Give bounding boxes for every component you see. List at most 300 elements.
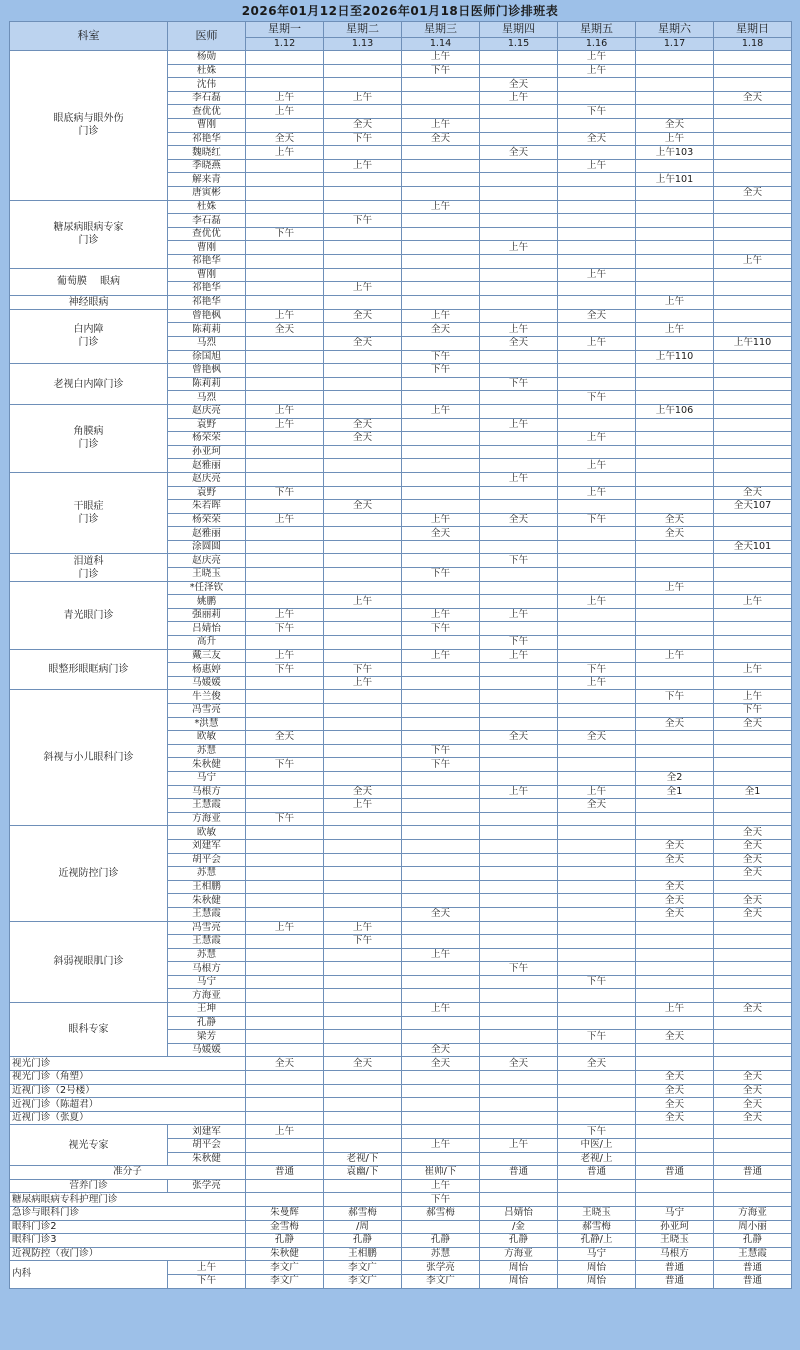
schedule-cell: 上午 [480,323,558,337]
schedule-cell [636,159,714,173]
schedule-cell [402,1125,480,1139]
schedule-cell [714,1043,792,1057]
schedule-cell [558,350,636,364]
schedule-cell [246,527,324,541]
doctor-cell: 陈莉莉 [168,323,246,337]
schedule-cell [402,962,480,976]
schedule-cell [480,364,558,378]
schedule-cell: 全天 [714,91,792,105]
page-title: 2026年01月12日至2026年01月18日医师门诊排班表 [241,4,559,18]
schedule-cell [324,187,402,201]
schedule-cell [636,975,714,989]
schedule-cell [714,622,792,636]
schedule-cell [402,105,480,119]
schedule-cell [636,568,714,582]
schedule-cell [324,105,402,119]
header-weekday: 星期六 [636,22,714,38]
table-row [10,1057,792,1071]
schedule-cell: 全天 [636,853,714,867]
schedule-cell [324,364,402,378]
schedule-cell [636,744,714,758]
schedule-cell [714,159,792,173]
schedule-cell [636,1152,714,1166]
schedule-cell: 马宁 [558,1247,636,1261]
schedule-cell [402,826,480,840]
schedule-cell [480,132,558,146]
schedule-cell [558,1084,636,1098]
dept-label-line: 泪道科 [73,555,104,567]
schedule-cell: 下午 [324,663,402,677]
schedule-cell [714,1193,792,1207]
schedule-cell: 上午 [246,649,324,663]
schedule-cell: 王晓玉 [558,1206,636,1220]
schedule-cell [636,445,714,459]
schedule-cell [324,1139,402,1153]
schedule-cell [246,1193,324,1207]
doctor-cell: 杨勋 [168,51,246,65]
schedule-cell [402,391,480,405]
schedule-cell: 上午 [480,785,558,799]
schedule-cell [324,295,402,309]
schedule-cell [324,404,402,418]
schedule-cell [402,1071,480,1085]
schedule-cell: 上午 [246,309,324,323]
schedule-cell [324,989,402,1003]
table-row [10,1179,792,1193]
schedule-cell [246,295,324,309]
schedule-cell: 全天101 [714,540,792,554]
doctor-cell: 袁野 [168,418,246,432]
schedule-cell [714,581,792,595]
schedule-cell: 崔帅/下 [402,1166,480,1180]
doctor-cell: 曹刚 [168,119,246,133]
dept-cell: 眼科门诊2 [10,1220,246,1234]
schedule-cell [402,1220,480,1234]
schedule-cell [480,867,558,881]
schedule-cell: 全天 [558,799,636,813]
schedule-cell [402,1084,480,1098]
schedule-cell: 王慧霞 [714,1247,792,1261]
schedule-cell [558,540,636,554]
schedule-cell [714,948,792,962]
dept-cell: 视光门诊（角塑） [10,1071,246,1085]
doctor-cell: 方海亚 [168,989,246,1003]
schedule-cell: 下午 [480,554,558,568]
schedule-cell: 上午 [558,486,636,500]
schedule-cell [402,91,480,105]
schedule-cell [714,51,792,65]
schedule-cell [324,568,402,582]
schedule-cell [246,364,324,378]
schedule-cell [480,119,558,133]
doctor-cell: 马媛媛 [168,676,246,690]
schedule-cell: 李文广 [324,1261,402,1275]
schedule-cell: 全天 [714,1003,792,1017]
schedule-cell [246,64,324,78]
schedule-cell [402,1030,480,1044]
schedule-cell [480,295,558,309]
schedule-cell [636,704,714,718]
schedule-cell [480,51,558,65]
schedule-cell [246,282,324,296]
schedule-cell [246,744,324,758]
schedule-cell [324,173,402,187]
schedule-cell [480,758,558,772]
dept-cell: 视光专家 [10,1125,168,1166]
schedule-cell [246,1003,324,1017]
schedule-cell [480,227,558,241]
schedule-cell [324,744,402,758]
schedule-cell: 上午110 [714,336,792,350]
schedule-cell [558,554,636,568]
schedule-cell [246,935,324,949]
schedule-cell: 上午 [480,1139,558,1153]
schedule-cell [636,948,714,962]
schedule-cell [636,1043,714,1057]
schedule-cell [480,622,558,636]
schedule-cell: 下午 [714,704,792,718]
dept-cell [10,309,168,363]
schedule-cell [714,377,792,391]
schedule-cell: 全天 [324,309,402,323]
doctor-cell: 沈伟 [168,78,246,92]
schedule-cell [402,636,480,650]
schedule-cell [480,1030,558,1044]
schedule-cell [558,894,636,908]
schedule-cell: 上午 [558,459,636,473]
schedule-cell [324,146,402,160]
schedule-cell [636,1057,714,1071]
schedule-cell [558,853,636,867]
schedule-cell [324,962,402,976]
schedule-cell [246,554,324,568]
schedule-cell [402,1111,480,1125]
dept-label-line: 老视白内障门诊 [53,378,124,390]
doctor-cell: 王慧霞 [168,907,246,921]
schedule-cell [246,200,324,214]
header-weekday: 星期五 [558,22,636,38]
schedule-cell [402,812,480,826]
schedule-cell [636,391,714,405]
schedule-cell: 老视/下 [324,1152,402,1166]
schedule-cell [246,568,324,582]
schedule-cell [558,1043,636,1057]
schedule-cell: 全2 [636,771,714,785]
schedule-cell: 全天107 [714,500,792,514]
schedule-cell [246,839,324,853]
schedule-cell: 下午 [636,690,714,704]
schedule-cell: 上午 [636,132,714,146]
schedule-cell: 下午 [402,758,480,772]
schedule-cell [714,1030,792,1044]
schedule-cell [636,826,714,840]
schedule-cell [246,799,324,813]
doctor-cell: 冯雪亮 [168,704,246,718]
schedule-cell: 全天 [480,1057,558,1071]
schedule-cell: 周怡 [480,1274,558,1288]
schedule-cell [714,935,792,949]
schedule-cell: 全天 [636,513,714,527]
doctor-cell: 苏慧 [168,744,246,758]
dept-cell [10,200,168,268]
schedule-cell [324,78,402,92]
schedule-cell: 王晓玉 [636,1234,714,1248]
table-row [10,1111,792,1125]
table-row [10,200,792,214]
schedule-cell [246,907,324,921]
header-date: 1.14 [402,37,480,51]
schedule-cell: 马宁 [636,1206,714,1220]
schedule-cell [246,1098,324,1112]
schedule-cell [558,717,636,731]
schedule-cell [636,758,714,772]
doctor-cell: 姚鹏 [168,595,246,609]
schedule-cell [402,935,480,949]
dept-label-line: 门诊 [78,439,99,451]
schedule-cell [324,622,402,636]
schedule-cell [714,105,792,119]
header-date: 1.16 [558,37,636,51]
schedule-cell [246,853,324,867]
schedule-cell [558,989,636,1003]
doctor-cell: 曾艳枫 [168,364,246,378]
schedule-cell: 上午 [480,91,558,105]
doctor-cell: 王慧霞 [168,799,246,813]
schedule-page [9,0,791,1289]
schedule-cell: 袁幽/下 [324,1166,402,1180]
schedule-cell: 李文广 [402,1274,480,1288]
schedule-cell: 郝雪梅 [402,1206,480,1220]
schedule-cell: 下午 [480,962,558,976]
schedule-cell [636,540,714,554]
schedule-cell [480,948,558,962]
schedule-cell [324,867,402,881]
schedule-cell [324,486,402,500]
schedule-cell: 上午 [402,948,480,962]
schedule-cell: 全天 [558,132,636,146]
schedule-cell: 全天 [402,132,480,146]
doctor-cell: 马宁 [168,771,246,785]
dept-cell [10,51,168,201]
schedule-cell: 全天 [324,418,402,432]
table-row [10,1220,792,1234]
schedule-cell: 上午 [714,690,792,704]
schedule-cell [714,323,792,337]
doctor-cell: 张学亮 [168,1179,246,1193]
schedule-cell: 上午 [246,91,324,105]
schedule-cell [558,771,636,785]
table-row [10,1206,792,1220]
schedule-cell: 朱秋健 [246,1247,324,1261]
schedule-cell [324,527,402,541]
schedule-cell: 全天 [636,1111,714,1125]
dept-label-line: 门诊 [78,126,99,138]
schedule-cell: 上午 [636,295,714,309]
table-row [10,364,792,378]
schedule-cell: 上午 [324,921,402,935]
dept-label-line: 葡萄膜 眼病 [56,276,121,288]
schedule-cell [246,771,324,785]
doctor-cell: 下午 [168,1274,246,1288]
schedule-cell: 孙亚珂 [636,1220,714,1234]
schedule-cell [636,459,714,473]
doctor-cell: 梁芳 [168,1030,246,1044]
schedule-cell: 全天 [714,1071,792,1085]
doctor-cell: 马根方 [168,962,246,976]
schedule-cell [402,853,480,867]
schedule-cell [480,1016,558,1030]
schedule-cell: 全天 [402,1057,480,1071]
schedule-cell: 上午 [402,649,480,663]
schedule-cell [402,282,480,296]
schedule-cell [558,622,636,636]
schedule-cell [636,309,714,323]
schedule-cell: 全天 [402,323,480,337]
schedule-cell: 上午 [402,608,480,622]
doctor-cell: 马根方 [168,785,246,799]
schedule-cell [558,1098,636,1112]
schedule-cell [714,1152,792,1166]
schedule-cell: 全天 [246,1057,324,1071]
schedule-cell [714,636,792,650]
schedule-cell [636,51,714,65]
doctor-cell: *任泽钦 [168,581,246,595]
schedule-cell [246,1111,324,1125]
schedule-cell: 上午 [714,255,792,269]
schedule-cell [324,391,402,405]
schedule-cell [480,799,558,813]
schedule-cell [246,975,324,989]
schedule-cell: 上午 [402,119,480,133]
schedule-cell [714,649,792,663]
schedule-cell [714,472,792,486]
schedule-cell: 上午 [558,432,636,446]
schedule-cell [480,282,558,296]
dept-label-line: 干眼症 [73,501,104,513]
schedule-cell [246,989,324,1003]
schedule-cell [402,839,480,853]
schedule-cell: 下午 [558,105,636,119]
dept-cell [10,268,168,295]
table-row [10,1071,792,1085]
schedule-cell [324,608,402,622]
doctor-cell: 方海亚 [168,812,246,826]
schedule-cell [714,64,792,78]
schedule-cell: 上午 [480,608,558,622]
schedule-cell [402,595,480,609]
schedule-cell: 全天 [324,432,402,446]
schedule-cell [714,799,792,813]
doctor-cell: 杜姝 [168,200,246,214]
schedule-cell [636,200,714,214]
schedule-cell [558,119,636,133]
schedule-cell [558,758,636,772]
schedule-cell: 下午 [558,1030,636,1044]
schedule-cell: 全天 [636,1098,714,1112]
schedule-cell: 王相鹏 [324,1247,402,1261]
schedule-cell [636,336,714,350]
doctor-cell: 祁艳华 [168,282,246,296]
schedule-cell [558,214,636,228]
schedule-cell [246,432,324,446]
schedule-cell [402,187,480,201]
schedule-cell [246,1152,324,1166]
schedule-cell [402,472,480,486]
dept-cell [10,472,168,554]
schedule-cell [324,268,402,282]
header-weekday: 星期日 [714,22,792,38]
schedule-cell: 全天 [714,826,792,840]
header-weekday: 星期三 [402,22,480,38]
header-weekday: 星期一 [246,22,324,38]
schedule-cell [402,1098,480,1112]
schedule-cell [636,486,714,500]
dept-label-line: 神经眼病 [68,296,109,308]
schedule-cell [558,1193,636,1207]
schedule-cell [324,636,402,650]
schedule-cell [324,704,402,718]
schedule-cell: 全天 [714,853,792,867]
schedule-cell [402,377,480,391]
schedule-cell [480,500,558,514]
schedule-cell [324,1179,402,1193]
schedule-cell [402,785,480,799]
schedule-cell [714,744,792,758]
doctor-cell: 朱若晖 [168,500,246,514]
schedule-cell [714,1057,792,1071]
doctor-cell: 曾艳枫 [168,309,246,323]
schedule-cell: 吕婧怡 [480,1206,558,1220]
dept-cell: 内科 [10,1261,168,1288]
schedule-cell: 下午 [246,622,324,636]
schedule-cell [402,921,480,935]
schedule-cell: 全天 [636,717,714,731]
schedule-cell [246,1179,324,1193]
schedule-cell: 下午 [558,513,636,527]
schedule-cell: 下午 [246,227,324,241]
schedule-cell [636,622,714,636]
dept-cell: 急诊与眼科门诊 [10,1206,246,1220]
schedule-cell [636,731,714,745]
header-weekday: 星期四 [480,22,558,38]
dept-cell: 准分子 [10,1166,246,1180]
schedule-cell [558,377,636,391]
schedule-cell [558,500,636,514]
table-row [10,1261,792,1275]
schedule-cell [636,608,714,622]
schedule-cell: 上午 [246,921,324,935]
doctor-cell: 马烈 [168,391,246,405]
doctor-cell: 李石磊 [168,214,246,228]
schedule-cell [480,255,558,269]
schedule-cell: 上午 [324,595,402,609]
schedule-cell: 周怡 [558,1261,636,1275]
schedule-cell [558,364,636,378]
doctor-cell: 查优优 [168,105,246,119]
schedule-cell [558,1071,636,1085]
schedule-cell [636,1139,714,1153]
schedule-cell: 下午 [480,636,558,650]
schedule-cell: 上午 [402,1139,480,1153]
schedule-cell [636,187,714,201]
schedule-cell [714,1179,792,1193]
schedule-cell [480,907,558,921]
schedule-cell: 苏慧 [402,1247,480,1261]
schedule-cell: 全天 [636,894,714,908]
schedule-cell [714,975,792,989]
schedule-cell: 上午 [558,51,636,65]
schedule-cell [324,1125,402,1139]
